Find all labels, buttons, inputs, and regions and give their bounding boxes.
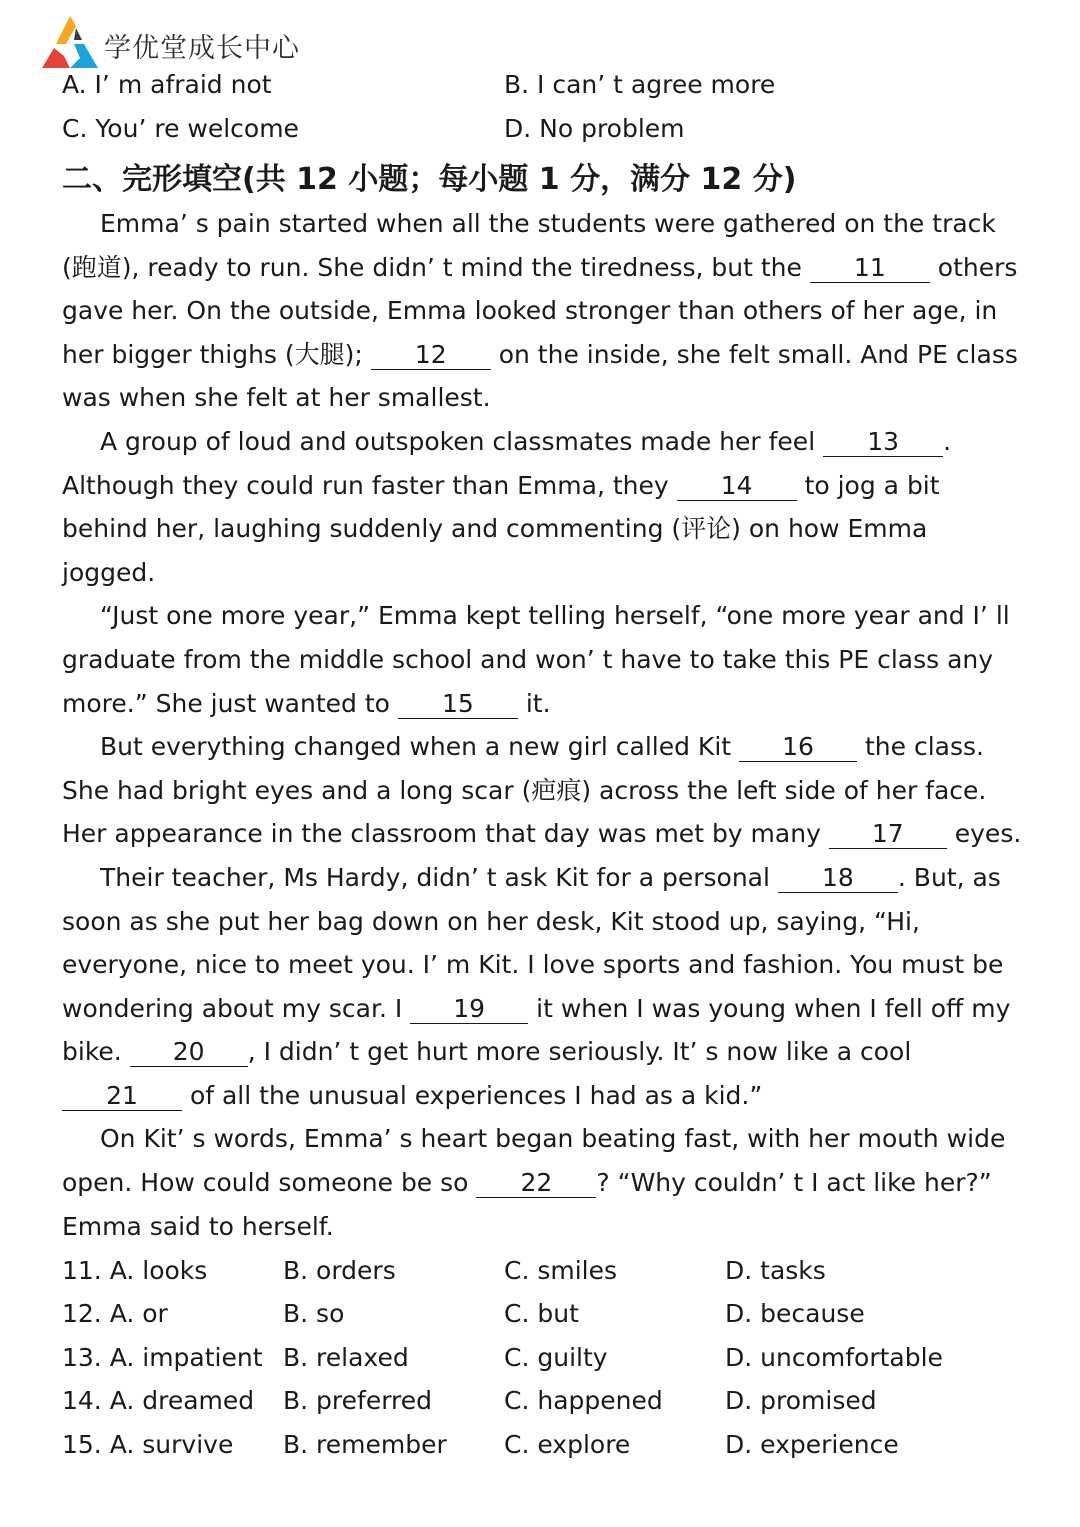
text-span: Emma’ s pain started when all the students were gathered on the track (跑道), ready to run. She didn’ t mind the tiredness, but the — [62, 209, 996, 282]
text-span: Their teacher, Ms Hardy, didn’ t ask Kit for a personal — [100, 862, 778, 892]
paragraph-5 — [62, 856, 1022, 1118]
text-span: to jog a bit behind her, laughing suddenly and commenting (评论) on how Emma jogged. — [62, 470, 940, 587]
paragraph-4 — [62, 725, 1022, 856]
option-15-b: B. remember — [283, 1429, 447, 1459]
text-span: ? “Why couldn’ t I act like her?” Emma said to herself. — [62, 1168, 992, 1241]
option-11-a: 11. A. looks — [62, 1255, 208, 1285]
option-12-d: D. because — [725, 1299, 865, 1329]
text-span: others gave her. On the outside, Emma looked stronger than others of her age, in her bigger thighs (大腿); — [62, 252, 1018, 369]
option-14-c: C. happened — [504, 1386, 663, 1416]
prev-options-row — [62, 106, 1022, 150]
option-15-a: 15. A. survive — [62, 1429, 234, 1459]
text-span: , I didn’ t get hurt more seriously. It’ s now like a cool — [247, 1037, 912, 1067]
blank-19: 19 — [410, 995, 528, 1024]
text-span: eyes. — [946, 819, 1022, 849]
blank-15: 15 — [398, 690, 518, 719]
paragraph-6 — [62, 1117, 1022, 1248]
blank-20: 20 — [130, 1038, 248, 1067]
question-row-14 — [62, 1379, 1022, 1423]
option-11-c: C. smiles — [504, 1255, 618, 1285]
option-13-b: B. relaxed — [283, 1342, 409, 1372]
blank-17: 17 — [829, 820, 947, 849]
option-12-b: B. so — [283, 1299, 345, 1329]
option-14-d: D. promised — [725, 1386, 877, 1416]
text-span: it. — [517, 688, 551, 718]
option-12-c: C. but — [504, 1299, 579, 1329]
option-13-c: C. guilty — [504, 1342, 608, 1372]
prev-option-a: A. I’ m afraid not — [62, 69, 272, 99]
blank-11: 11 — [810, 254, 930, 283]
blank-21: 21 — [62, 1082, 182, 1111]
document-body — [62, 62, 1022, 1466]
option-14-a: 14. A. dreamed — [62, 1386, 255, 1416]
section-title: 二、完形填空(共 12 小题；每小题 1 分，满分 12 分) — [62, 162, 797, 197]
question-row-11 — [62, 1248, 1022, 1292]
paragraph-2 — [62, 420, 1022, 594]
prev-option-c: C. You’ re welcome — [62, 113, 299, 143]
option-13-d: D. uncomfortable — [725, 1342, 943, 1372]
blank-18: 18 — [778, 864, 898, 893]
text-span: But everything changed when a new girl called Kit — [100, 732, 740, 762]
option-15-d: D. experience — [725, 1429, 899, 1459]
prev-option-b: B. I can’ t agree more — [504, 69, 776, 99]
text-span: of all the unusual experiences I had as a kid.” — [182, 1080, 763, 1110]
blank-22: 22 — [476, 1169, 596, 1198]
option-11-b: B. orders — [283, 1255, 396, 1285]
paragraph-1 — [62, 202, 1022, 420]
question-row-15 — [62, 1423, 1022, 1467]
option-14-b: B. preferred — [283, 1386, 433, 1416]
blank-16: 16 — [739, 733, 857, 762]
blank-13: 13 — [823, 428, 943, 457]
text-span: . But, as soon as she put her bag down on her desk, Kit stood up, saying, “Hi, everyone, nice to meet you. I’ m Kit. I love sports and fashion. You must be wondering about my scar. I — [62, 862, 1004, 1023]
option-11-d: D. tasks — [725, 1255, 826, 1285]
text-span: A group of loud and outspoken classmates made her feel — [100, 426, 824, 456]
text-span: on the inside, she felt small. And PE class was when she felt at her smallest. — [62, 339, 1018, 413]
brand-name: 学优堂成长中心 — [104, 32, 300, 64]
prev-option-d: D. No problem — [504, 113, 685, 143]
text-span: “Just one more year,” Emma kept telling herself, “one more year and I’ ll graduate from the middle school and won’ t have to take this PE class any more.” She just wanted to — [62, 601, 1010, 718]
question-row-13 — [62, 1335, 1022, 1379]
question-options — [62, 1248, 1022, 1466]
paragraph-3 — [62, 594, 1022, 725]
option-13-a: 13. A. impatient — [62, 1342, 263, 1372]
prev-options-row — [62, 62, 1022, 106]
text-span: On Kit’ s words, Emma’ s heart began beating fast, with her mouth wide open. How could someone be so — [62, 1124, 1006, 1198]
text-span: the class. She had bright eyes and a long scar (疤痕) across the left side of her face. Her appearance in the classroom that day was met by many — [62, 732, 987, 849]
blank-12: 12 — [371, 341, 491, 370]
question-row-12 — [62, 1292, 1022, 1336]
blank-14: 14 — [677, 472, 797, 501]
option-15-c: C. explore — [504, 1429, 631, 1459]
option-12-a: 12. A. or — [62, 1299, 168, 1329]
text-span: it when I was young when I fell off my bike. — [62, 993, 1011, 1067]
text-span: . Although they could run faster than Emma, they — [62, 426, 952, 500]
